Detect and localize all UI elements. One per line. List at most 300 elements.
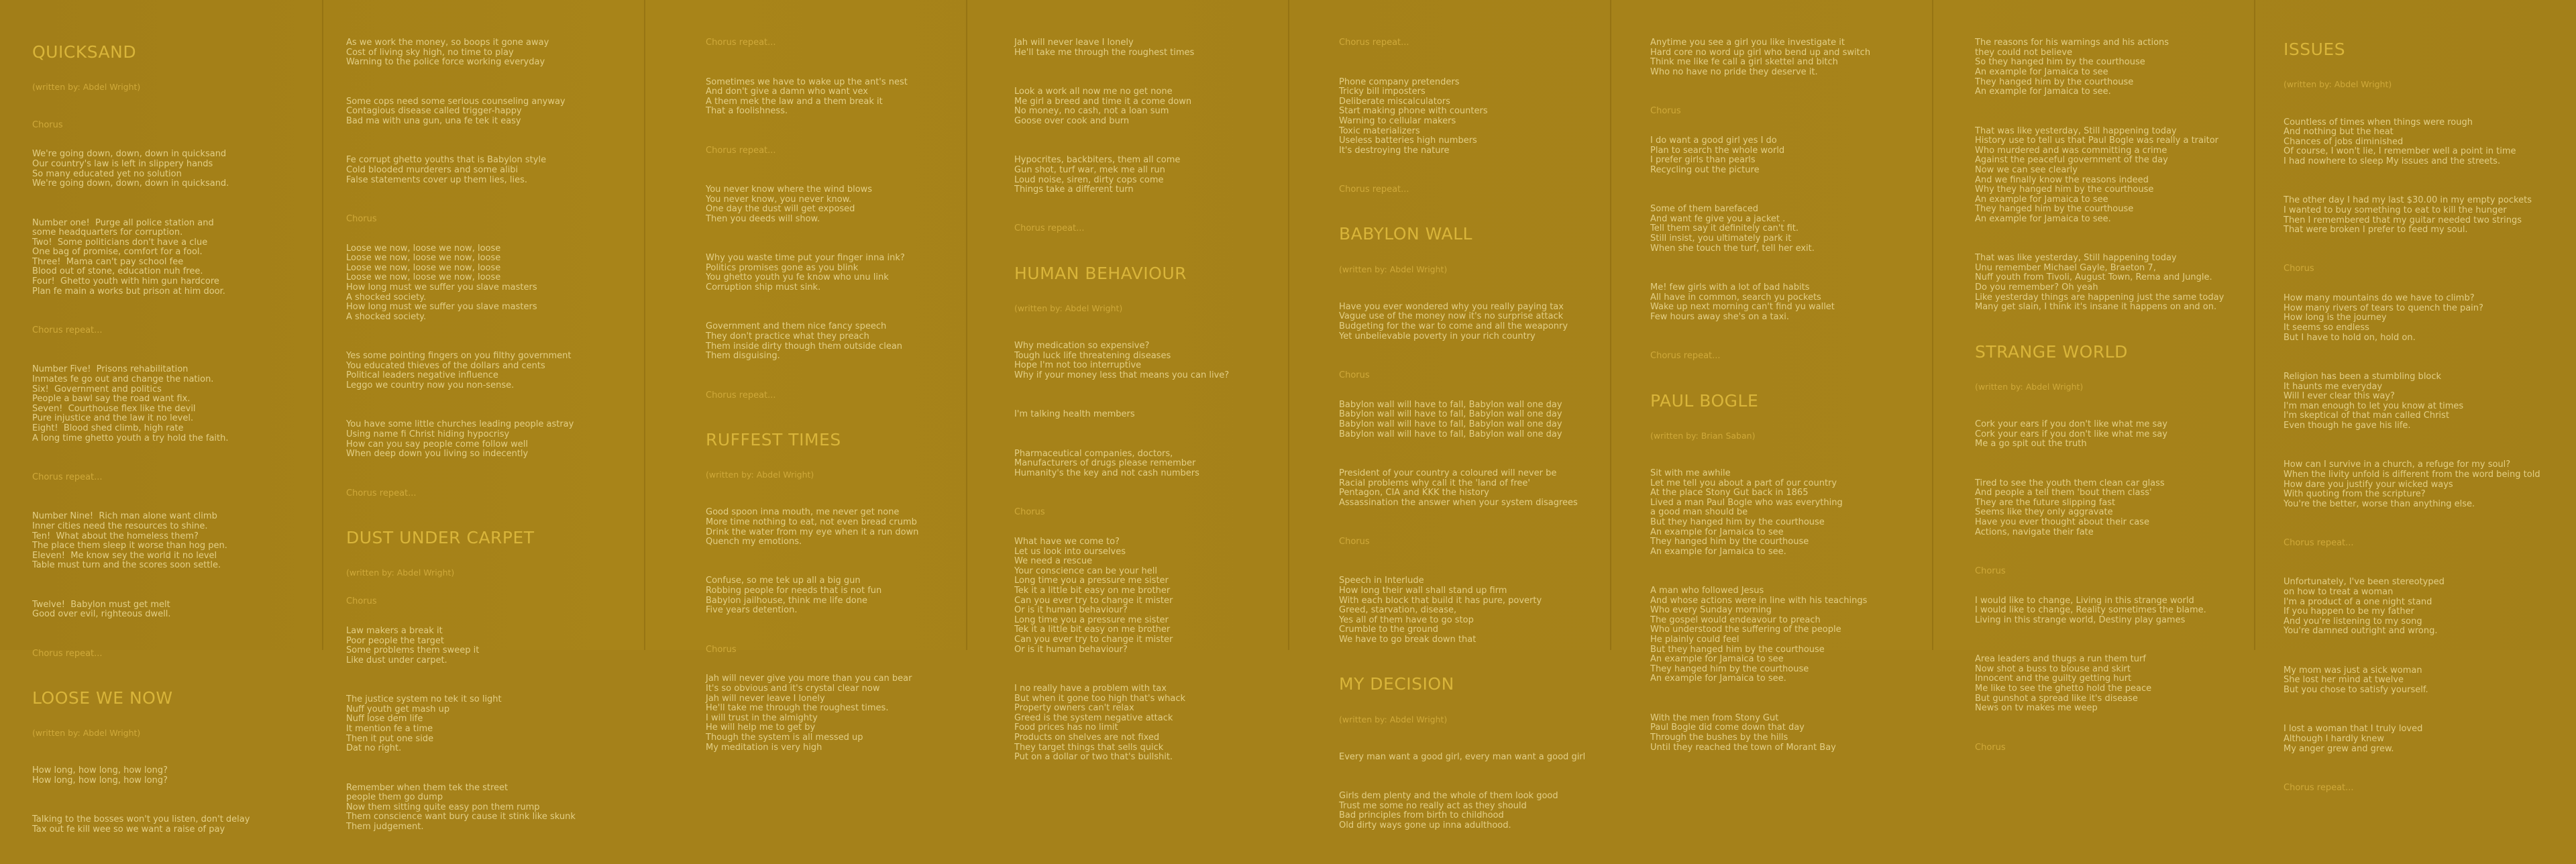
lyric-line: Inmates fe go out and change the nation.	[32, 374, 214, 384]
song-credit: (written by: Brian Saban)	[1650, 430, 1756, 441]
lyrics-verse	[706, 674, 918, 753]
lyric-line: How can I survive in a church, a refuge for my soul?	[2284, 460, 2511, 470]
lyric-line: But gunshot a spread like it's disease	[1975, 693, 2138, 704]
lyrics-verse	[1014, 684, 1229, 763]
lyric-line: Anytime you see a girl you like investigate it	[1650, 38, 1845, 48]
chorus-repeat-label: Chorus repeat...	[32, 472, 103, 482]
lyric-line: Me! few girls with a lot of bad habits	[1650, 282, 1810, 293]
lyric-line: Why medication so expensive?	[1014, 341, 1150, 352]
lyric-line: Products on shelves are not fixed	[1014, 732, 1160, 743]
lyric-line: Hypocrites, backbiters, them all come	[1014, 155, 1181, 166]
lyric-line: Now we can see clearly	[1975, 164, 2078, 175]
lyric-line: Who no have no pride they deserve it.	[1650, 66, 1818, 77]
lyric-line: Loud noise, siren, dirty cops come	[1014, 174, 1164, 185]
lyrics-verse	[1975, 655, 2224, 714]
lyric-line: I had nowhere to sleep My issues and the streets.	[2284, 156, 2501, 166]
lyrics-verse	[32, 512, 250, 571]
lyric-line: No money, no cash, not a loan sum	[1014, 106, 1169, 117]
song-credit: (written by: Abdel Wright)	[32, 82, 141, 93]
lyric-line: You're the better, worse than anything else.	[2284, 498, 2475, 509]
lyric-line: They hanged him by the courthouse	[1975, 204, 2134, 215]
song-credit: (written by: Abdel Wright)	[2284, 79, 2392, 90]
lyric-line: You ghetto youth yu fe know who unu link	[706, 272, 889, 283]
lyric-line: Look a work all now me no get none	[1014, 87, 1173, 97]
lyric-line: Some of them barefaced	[1650, 204, 1759, 215]
lyric-line: they could not believe	[1975, 47, 2073, 58]
lyric-line: Let me tell you about a part of our country	[1650, 478, 1837, 488]
lyrics-verse	[32, 365, 250, 443]
lyric-line: Robbing people for needs that is not fun	[706, 586, 882, 596]
lyric-line: With each block that build it has pure, poverty	[1339, 595, 1542, 606]
lyric-line: An example for Jamaica to see.	[1650, 673, 1786, 684]
lyric-line: I no really have a problem with tax	[1014, 684, 1167, 694]
lyric-line: Innocent and the guilty getting hurt	[1975, 673, 2132, 684]
chorus-label: Chorus	[1975, 742, 2006, 753]
lyric-line: Cork your ears if you don't like what me say	[1975, 419, 2167, 429]
lyrics-verse	[32, 600, 250, 620]
lyric-line: What have we come to?	[1014, 537, 1120, 547]
lyric-line: Loose we now, loose we now, loose	[346, 253, 501, 264]
lyric-line: Politics promises gone as you blink	[706, 262, 859, 273]
lyric-line: Tek it a little bit easy on me brother	[1014, 625, 1171, 635]
lyric-line: I'm talking health members	[1014, 409, 1135, 420]
lyric-line: It haunts me everyday	[2284, 381, 2383, 392]
lyric-line: Three! Mama can't pay school fee	[32, 256, 184, 267]
lyric-line: How long, how long, how long?	[32, 775, 168, 786]
panel-fold	[2254, 0, 2255, 650]
lyric-line: You never know where the wind blows	[706, 184, 873, 195]
lyric-line: Seems like they only aggravate	[1975, 507, 2113, 518]
lyric-line: How long must we suffer you slave masters	[346, 302, 537, 313]
lyric-line: Cost of living sky high, no time to play	[346, 47, 514, 58]
lyric-line: Even though he gave his life.	[2284, 420, 2411, 431]
lyrics-verse	[32, 150, 250, 188]
lyric-line: An example for Jamaica to see	[1650, 654, 1784, 665]
lyrics-column-8	[2284, 20, 2540, 822]
lyric-line: When she touch the turf, tell her exit.	[1650, 243, 1815, 254]
lyric-line: Property owners can't relax	[1014, 703, 1134, 714]
lyrics-column-3	[706, 19, 918, 782]
lyric-line: And whose actions were in line with his teachings	[1650, 595, 1868, 606]
lyric-line: And don't give a damn who want vex	[706, 87, 868, 97]
lyric-line: False statements cover up them lies, lies.	[346, 174, 528, 185]
panel-fold	[1288, 0, 1289, 650]
chorus-repeat-label: Chorus repeat...	[1650, 351, 1721, 362]
lyric-line: Long time you a pressure me sister	[1014, 614, 1169, 625]
lyric-line: some headquarters for corruption.	[32, 227, 183, 238]
lyric-line: Food prices has no limit	[1014, 722, 1118, 733]
song-credit: (written by: Abdel Wright)	[706, 470, 814, 480]
lyric-line: Inner cities need the resources to shine.	[32, 521, 208, 531]
song-title-loose-we-now: LOOSE WE NOW	[32, 688, 173, 708]
lyric-line: Good spoon inna mouth, me never get none	[706, 507, 900, 518]
lyrics-verse	[706, 322, 918, 361]
lyric-line: Nuff youth from Tivoli, August Town, Rema and Jungle.	[1975, 272, 2212, 283]
lyric-line: They don't practice what they preach	[706, 331, 869, 341]
chorus-repeat-label: Chorus repeat...	[2284, 782, 2354, 793]
lyric-line: Like dust under carpet.	[346, 655, 447, 665]
lyrics-column-4	[1014, 19, 1229, 792]
lyrics-verse	[1975, 479, 2224, 538]
lyrics-verse	[346, 38, 576, 68]
lyric-line: I would like to change, Living in this strange world	[1975, 595, 2194, 606]
lyrics-verse	[1014, 38, 1229, 58]
song-credit: (written by: Abdel Wright)	[1339, 264, 1448, 274]
lyric-line: Toxic materializers	[1339, 125, 1420, 136]
song-credit: (written by: Abdel Wright)	[1339, 714, 1448, 724]
lyrics-verse	[1014, 156, 1229, 195]
lyric-line: Political leaders negative influence	[346, 370, 498, 381]
lyric-line: We're going down, down, down in quicksand	[32, 149, 227, 160]
lyric-line: A shocked society.	[346, 292, 427, 303]
lyrics-verse	[1339, 576, 1585, 645]
lyric-line: My anger grew and grew.	[2284, 743, 2394, 754]
lyric-line: Hope I'm not too interruptive	[1014, 360, 1142, 371]
chorus-label: Chorus	[1014, 507, 1045, 518]
lyric-line: I wanted to buy something to eat to kill the hunger	[2284, 205, 2507, 215]
chorus-label: Chorus	[346, 213, 377, 224]
lyric-line: How dare you justify your wicked ways	[2284, 479, 2453, 490]
lyric-line: And you're listening to my song	[2284, 616, 2422, 627]
lyrics-verse	[1975, 596, 2224, 626]
lyric-line: A them mek the law and a them break it	[706, 96, 883, 107]
lyric-line: Have you ever thought about their case	[1975, 517, 2149, 527]
lyric-line: He will help me to get by	[706, 722, 816, 733]
lyric-line: Warning to the police force working everyday	[346, 57, 545, 68]
lyric-line: people them go dump	[346, 792, 443, 803]
lyric-line: Although I hardly knew	[2284, 733, 2385, 744]
lyrics-verse	[1650, 205, 1870, 254]
lyric-line: Let us look into ourselves	[1014, 546, 1126, 557]
lyric-line: It's so obvious and it's crystal clear now	[706, 684, 880, 694]
lyric-line: Pharmaceutical companies, doctors,	[1014, 448, 1173, 459]
lyric-line: Of course, I won't lie, I remember well a point in time	[2284, 146, 2516, 157]
song-title-my-decision: MY DECISION	[1339, 674, 1454, 694]
lyric-line: Babylon wall will have to fall, Babylon wall one day	[1339, 419, 1562, 429]
lyric-line: How many mountains do we have to climb?	[2284, 293, 2475, 304]
lyric-line: Who understood the suffering of the people	[1650, 625, 1841, 635]
lyric-line: Two! Some politicians don't have a clue	[32, 237, 208, 248]
lyric-line: She lost her mind at twelve	[2284, 675, 2404, 686]
chorus-label: Chorus	[1339, 537, 1370, 547]
chorus-repeat-label: Chorus repeat...	[32, 325, 103, 336]
lyric-line: They are the future slipping fast	[1975, 497, 2116, 508]
lyrics-verse	[1014, 87, 1229, 126]
lyric-line: Jah will never leave I lonely	[706, 693, 825, 704]
lyric-line: Greed, starvation, disease,	[1339, 605, 1457, 616]
lyric-line: Babylon wall will have to fall, Babylon wall one day	[1339, 409, 1562, 420]
lyric-line: I would like to change, Reality sometimes the blame.	[1975, 605, 2206, 616]
lyrics-verse	[2284, 460, 2540, 509]
chorus-label: Chorus	[2284, 264, 2314, 274]
lyrics-verse	[346, 784, 576, 832]
lyric-line: You never know, you never know.	[706, 194, 852, 205]
lyric-line: Phone company pretenders	[1339, 76, 1460, 87]
lyric-line: Then it put one side	[346, 733, 434, 744]
lyric-line: Tell them say it definitely can't fit.	[1650, 223, 1799, 234]
lyrics-verse	[1650, 586, 1870, 684]
lyrics-verse	[2284, 294, 2540, 343]
lyric-line: Talking to the bosses won't you listen, don't delay	[32, 814, 250, 825]
lyric-line: Some problems them sweep it	[346, 645, 480, 656]
lyric-line: Bad principles from birth to childhood	[1339, 810, 1504, 821]
lyric-line: Me like to see the ghetto hold the peace	[1975, 684, 2152, 694]
lyric-line: Drink the water from my eye when it a run down	[706, 527, 919, 537]
lyrics-verse	[1650, 469, 1870, 557]
lyric-line: Against the peaceful government of the day	[1975, 155, 2168, 166]
lyrics-verse	[346, 244, 576, 323]
song-title-strange-world: STRANGE WORLD	[1975, 341, 2128, 362]
lyric-line: Goose over cook and burn	[1014, 115, 1130, 126]
lyrics-verse	[1014, 449, 1229, 479]
lyric-line: When deep down you living so indecently	[346, 449, 529, 460]
lyric-line: You educated thieves of the dollars and cents	[346, 360, 545, 371]
lyrics-verse	[32, 766, 250, 786]
lyric-line: The reasons for his warnings and his actions	[1975, 38, 2169, 48]
lyrics-verse	[1975, 127, 2224, 225]
lyric-line: At the place Stony Gut back in 1865	[1650, 488, 1809, 498]
chorus-repeat-label: Chorus repeat...	[1014, 223, 1085, 234]
lyric-line: But they hanged him by the courthouse	[1650, 517, 1825, 527]
lyric-line: Area leaders and thugs a run them turf	[1975, 654, 2146, 665]
lyric-line: Tired to see the youth them clean car glass	[1975, 478, 2165, 488]
lyric-line: Or is it human behaviour?	[1014, 605, 1128, 616]
chorus-label: Chorus	[1975, 565, 2006, 576]
lyric-line: Or is it human behaviour?	[1014, 644, 1128, 655]
lyrics-verse	[1339, 303, 1585, 341]
lyric-line: But you chose to satisfy yourself.	[2284, 685, 2428, 695]
chorus-repeat-label: Chorus repeat...	[706, 38, 776, 48]
lyric-line: It seems so endless	[2284, 323, 2369, 333]
lyric-line: The justice system no tek it so light	[346, 694, 502, 705]
chorus-repeat-label: Chorus repeat...	[706, 390, 776, 400]
lyric-line: Greed is the system negative attack	[1014, 712, 1173, 723]
lyric-line: The other day I had my last $30.00 in my empty pockets	[2284, 195, 2532, 206]
lyric-line: Number Five! Prisons rehabilitation	[32, 364, 189, 375]
lyric-line: As we work the money, so boops it gone away	[346, 38, 549, 48]
lyrics-verse	[2284, 724, 2540, 754]
lyrics-verse	[1339, 753, 1585, 763]
lyric-line: Do you remember? Oh yeah	[1975, 282, 2098, 293]
lyric-line: More time nothing to eat, not even bread crumb	[706, 517, 917, 527]
lyric-line: Humanity's the key and not cash numbers	[1014, 468, 1199, 478]
lyric-line: Sometimes we have to wake up the ant's nest	[706, 76, 908, 87]
lyric-line: That were broken I prefer to feed my soul.	[2284, 225, 2468, 235]
lyric-line: How long, how long, how long?	[32, 765, 168, 776]
lyric-line: Yet unbelievable poverty in your rich country	[1339, 331, 1536, 341]
lyric-line: He plainly could feel	[1650, 635, 1739, 645]
lyrics-verse	[706, 185, 918, 224]
lyric-line: Chances of jobs diminished	[2284, 136, 2404, 147]
lyric-line: He'll take me through the roughest times.	[706, 703, 889, 714]
lyric-line: Tricky bill imposters	[1339, 87, 1426, 97]
chorus-repeat-label: Chorus repeat...	[1339, 184, 1409, 195]
lyric-line: Now shot a buss to blouse and skirt	[1975, 663, 2131, 674]
lyrics-verse	[1975, 38, 2224, 97]
lyric-line: Useless batteries high numbers	[1339, 136, 1477, 146]
lyric-line: Start making phone with counters	[1339, 106, 1488, 117]
lyric-line: Blood out of stone, education nuh free.	[32, 266, 203, 277]
lyric-line: An example for Jamaica to see.	[1650, 546, 1786, 557]
lyric-line: Put on a dollar or two that's bullshit.	[1014, 752, 1173, 763]
lyric-line: on how to treat a woman	[2284, 587, 2394, 598]
lyric-line: Leggo we country now you non-sense.	[346, 380, 515, 390]
lyric-line: But when it gone too high that's whack	[1014, 693, 1186, 704]
lyric-line: We're going down, down, down in quicksand.	[32, 178, 229, 189]
lyric-line: An example for Jamaica to see	[1975, 194, 2108, 205]
lyric-line: Tax out fe kill wee so we want a raise of pay	[32, 824, 225, 834]
lyrics-column-2	[346, 19, 576, 861]
lyric-line: Actions, navigate their fate	[1975, 527, 2094, 537]
lyric-line: I prefer girls than pearls	[1650, 155, 1756, 166]
lyric-line: Them conscience want bury cause it stink like skunk	[346, 812, 576, 822]
lyric-line: Vague use of the money now it's no surprise attack	[1339, 311, 1564, 322]
chorus-repeat-label: Chorus repeat...	[32, 648, 103, 659]
lyrics-column-1	[32, 23, 250, 864]
lyric-line: Cold blooded murderers and some alibi	[346, 164, 519, 175]
lyric-line: Nuff lose dem life	[346, 714, 423, 724]
song-title-babylon-wall: BABYLON WALL	[1339, 224, 1472, 244]
lyric-line: We have to go break down that	[1339, 635, 1477, 645]
lyric-line: Hard core no word up girl who bend up and switch	[1650, 47, 1871, 58]
lyrics-verse	[2284, 666, 2540, 696]
chorus-repeat-label: Chorus repeat...	[346, 488, 417, 498]
lyric-line: Loose we now, loose we now, loose	[346, 262, 501, 273]
lyric-line: Tough luck life threatening diseases	[1014, 350, 1171, 361]
lyrics-verse	[346, 97, 576, 127]
lyric-line: Have you ever wondered why you really paying tax	[1339, 301, 1564, 312]
chorus-repeat-label: Chorus repeat...	[1339, 38, 1409, 48]
lyric-line: Through the bushes by the hills	[1650, 732, 1788, 743]
lyric-line: One bag of promise, comfort for a fool.	[32, 247, 203, 258]
song-title-ruffest-times: RUFFEST TIMES	[706, 429, 841, 449]
lyrics-verse	[1650, 136, 1870, 175]
lyrics-verse	[706, 576, 918, 615]
lyric-line: Old dirty ways gone up inna adulthood.	[1339, 820, 1511, 830]
lyric-line: I'm man enough to let you know at times	[2284, 400, 2464, 411]
lyric-line: Loose we now, loose we now, loose	[346, 243, 501, 254]
lyric-line: Corruption ship must sink.	[706, 282, 821, 293]
lyric-line: Jah will never give you more than you can bear	[706, 673, 912, 684]
lyric-line: Your conscience can be your hell	[1014, 565, 1157, 576]
panel-fold	[1932, 0, 1933, 650]
lyrics-verse	[1975, 420, 2224, 449]
lyric-line: Pentagon, CIA and KKK the history	[1339, 488, 1489, 498]
song-title-paul-bogle: PAUL BOGLE	[1650, 390, 1759, 411]
lyric-line: Eleven! Me know sey the world it no level	[32, 550, 217, 561]
lyric-line: Tek it a little bit easy on me brother	[1014, 586, 1171, 596]
lyric-line: Cork your ears if you don't like what me say	[1975, 429, 2167, 439]
lyric-line: Why you waste time put your finger inna ink?	[706, 253, 905, 264]
lyric-line: A man who followed Jesus	[1650, 586, 1764, 596]
lyrics-verse	[706, 508, 918, 547]
chorus-label: Chorus	[32, 119, 63, 130]
lyric-line: How can you say people come follow well	[346, 439, 528, 449]
lyric-line: So they hanged him by the courthouse	[1975, 57, 2145, 68]
lyric-line: An example for Jamaica to see.	[1975, 87, 2111, 97]
lyric-line: Twelve! Babylon must get melt	[32, 599, 170, 610]
lyric-line: Using name fi Christ hiding hypocrisy	[346, 429, 510, 439]
song-title-human-behaviour: HUMAN BEHAVIOUR	[1014, 263, 1187, 283]
lyric-line: Until they reached the town of Morant Bay	[1650, 742, 1836, 753]
lyric-line: Many get slain, I think it's insane it happens on and on.	[1975, 302, 2217, 313]
lyric-line: With quoting from the scripture?	[2284, 489, 2426, 500]
lyric-line: I'm skeptical of that man called Christ	[2284, 411, 2449, 421]
lyric-line: They hanged him by the courthouse	[1650, 663, 1809, 674]
lyric-line: A shocked society.	[346, 311, 427, 322]
lyric-line: History use to tell us that Paul Bogle was really a traitor	[1975, 136, 2218, 146]
lyrics-verse	[32, 815, 250, 834]
lyric-line: Who murdered and was committing a crime	[1975, 145, 2167, 156]
lyrics-verse	[706, 254, 918, 292]
chorus-label: Chorus	[346, 596, 377, 607]
lyric-line: Unu remember Michael Gayle, Braeton 7,	[1975, 262, 2156, 273]
lyric-line: The place them sleep it worse than hog pen.	[32, 541, 227, 551]
lyric-line: Like yesterday things are happening just the same today	[1975, 292, 2224, 303]
lyric-line: Though the system is all messed up	[706, 732, 863, 743]
lyric-line: Table must turn and the scores soon settle.	[32, 560, 221, 571]
lyric-line: That a foolishness.	[706, 106, 788, 117]
lyric-line: Seven! Courthouse flex like the devil	[32, 403, 196, 414]
lyrics-verse	[346, 156, 576, 185]
lyric-line: Eight! Blood shed climb, high rate	[32, 423, 184, 433]
lyric-line: We need a rescue	[1014, 556, 1093, 567]
lyric-line: Deliberate miscalculators	[1339, 96, 1450, 107]
lyric-line: If you happen to be my father	[2284, 606, 2414, 617]
lyric-line: Why they hanged him by the courthouse	[1975, 184, 2154, 195]
chorus-label: Chorus	[1650, 106, 1681, 117]
lyric-line: I will trust in the almighty	[706, 712, 818, 723]
song-credit: (written by: Abdel Wright)	[346, 568, 455, 578]
lyric-line: Warning to cellular makers	[1339, 115, 1456, 126]
lyric-line: Quench my emotions.	[706, 537, 802, 547]
lyric-line: Religion has been a stumbling block	[2284, 372, 2442, 382]
lyric-line: But I have to hold on, hold on.	[2284, 332, 2416, 343]
song-credit: (written by: Abdel Wright)	[1975, 381, 2084, 392]
lyrics-column-7	[1975, 19, 2224, 772]
lyric-line: Budgeting for the war to come and all the weaponry	[1339, 321, 1568, 332]
lyrics-verse	[706, 78, 918, 117]
lyrics-column-6	[1650, 19, 1870, 782]
lyric-line: And we finally know the reasons indeed	[1975, 174, 2149, 185]
lyric-line: Me girl a breed and time it a come down	[1014, 96, 1192, 107]
lyric-line: Confuse, so me tek up all a big gun	[706, 576, 861, 586]
lyric-line: With the men from Stony Gut	[1650, 712, 1779, 723]
lyric-line: Sit with me awhile	[1650, 468, 1731, 478]
lyric-line: Remember when them tek the street	[346, 782, 508, 793]
lyric-line: Manufacturers of drugs please remember	[1014, 458, 1196, 469]
lyric-line: Why if your money less that means you can live?	[1014, 370, 1230, 380]
lyric-line: Them judgement.	[346, 821, 424, 832]
lyric-line: Long time you a pressure me sister	[1014, 576, 1169, 586]
lyric-line: Four! Ghetto youth with him gun hardcore	[32, 276, 219, 287]
song-title-quicksand: QUICKSAND	[32, 42, 137, 62]
lyric-line: Speech in Interlude	[1339, 576, 1424, 586]
lyric-line: Some cops need some serious counseling anyway	[346, 96, 566, 107]
lyric-line: Loose we now, loose we now, loose	[346, 272, 501, 283]
lyrics-verse	[346, 695, 576, 754]
lyric-line: Who every Sunday morning	[1650, 605, 1772, 616]
lyric-line: I'm a product of a one night stand	[2284, 596, 2432, 607]
lyrics-verse	[1339, 792, 1585, 830]
lyric-line: Living in this strange world, Destiny play games	[1975, 614, 2186, 625]
lyric-line: You have some little churches leading people astray	[346, 419, 574, 430]
lyric-line: It mention fe a time	[346, 723, 433, 734]
lyric-line: A long time ghetto youth a try hold the faith.	[32, 433, 229, 443]
lyric-line: Think me like fe call a girl skettel and bitch	[1650, 57, 1838, 68]
lyric-line: They hanged him by the courthouse	[1650, 537, 1809, 547]
lyric-line: Now them sitting quite easy pon them rump	[346, 802, 540, 812]
